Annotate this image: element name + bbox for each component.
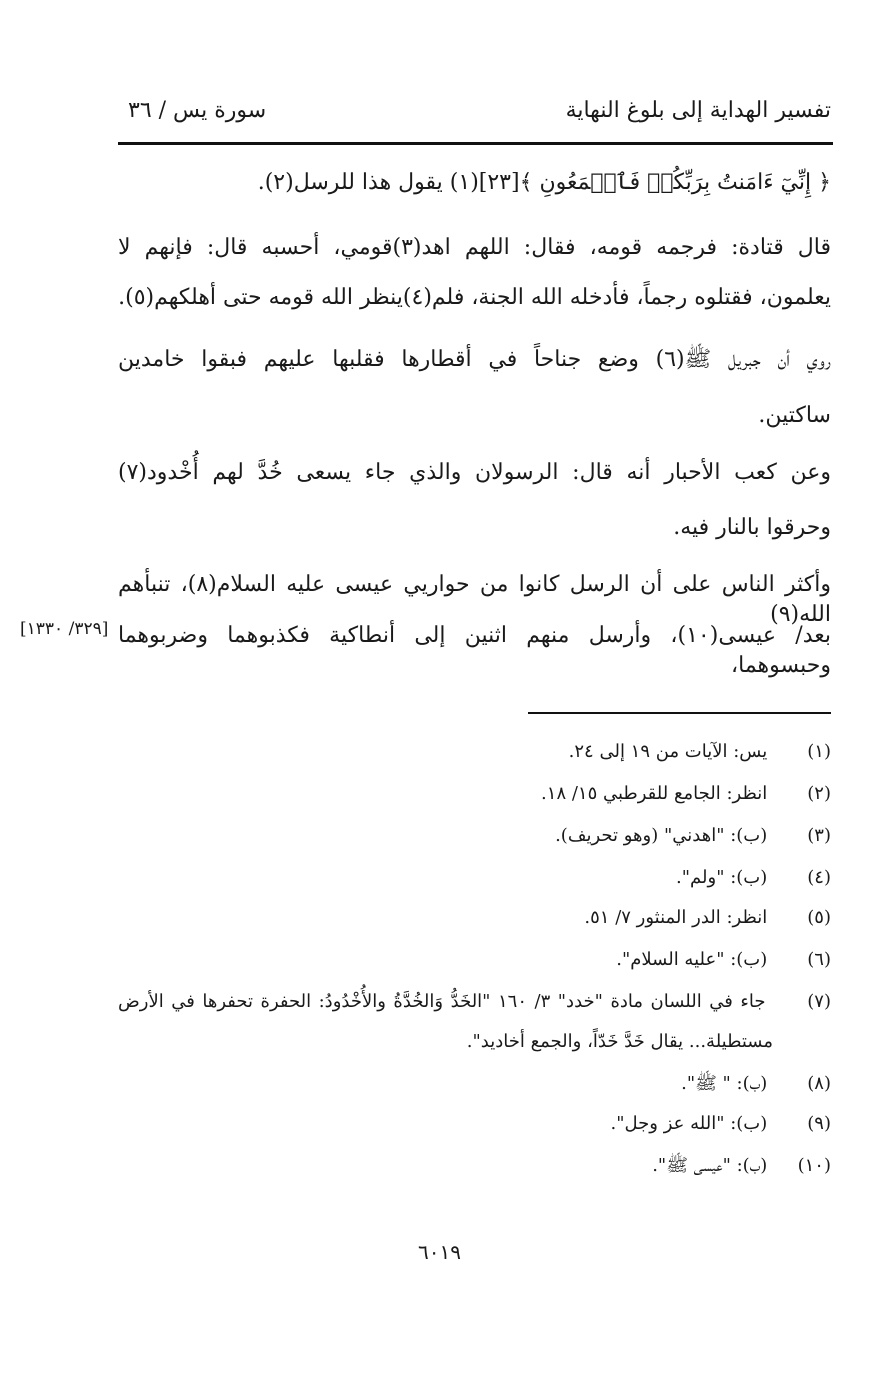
footnote-number: (٩)	[807, 1113, 831, 1134]
footnote-2	[541, 780, 831, 808]
running-head-surah: سورة يس / ٣٦	[128, 98, 267, 123]
footnote-text: (ب): "عليه السلام".	[616, 949, 768, 970]
body-line-7: وحرقوا بالنار فيه.	[673, 515, 831, 540]
footnote-number: (٧)	[807, 991, 831, 1012]
footnote-text: يس: الآيات من ١٩ إلى ٢٤.	[568, 741, 768, 762]
footnote-6	[616, 946, 831, 974]
footnote-number: (٢)	[807, 783, 831, 804]
body-line-4: روي أن جبريل ﷺ(٦) وضع جناحاً في أقطارها فقلبها عليهم فبقوا خامدين	[118, 347, 831, 372]
body-line-8: وأكثر الناس على أن الرسل كانوا من حواريي عيسى عليه السلام(٨)، تنبأهم الله(٩)	[118, 572, 831, 627]
footnote-number: (٤)	[807, 867, 831, 888]
header-rule	[118, 142, 833, 145]
body-line-5: ساكتين.	[758, 403, 831, 428]
footnote-7	[118, 988, 831, 1016]
running-head-book-title: تفسير الهداية إلى بلوغ النهاية	[565, 98, 831, 123]
footnote-3	[555, 822, 831, 850]
footnote-9	[611, 1110, 831, 1138]
footnote-1	[569, 738, 831, 766]
footnote-10	[652, 1152, 831, 1180]
footnote-number: (١٠)	[797, 1155, 831, 1176]
footnote-text: (ب): "عيسى ﷺ".	[652, 1155, 768, 1176]
footnote-4	[676, 864, 831, 892]
footnote-text: (ب): "ولم".	[676, 867, 768, 888]
body-line-9: بعد/ عيسى(١٠)، وأرسل منهم اثنين إلى أنطاكية فكذبوهما وضربوهما وحبسوهما،	[118, 623, 831, 678]
footnote-8	[681, 1070, 831, 1098]
body-line-2: قال قتادة: فرجمه قومه، فقال: اللهم اهد(٣)قومي، أحسبه قال: فإنهم لا	[118, 235, 831, 260]
footnote-number: (٦)	[807, 949, 831, 970]
page-number: ٦٠١٩	[418, 1240, 461, 1264]
body-line-1: ﴿ إِنِّيٓ ءَامَنتُ بِرَبِّكُمۡ فَٱسۡمَعُونِ ﴾[٢٣](١) يقول هذا للرسل(٢).	[257, 170, 831, 195]
body-line-3: يعلمون، فقتلوه رجماً، فأدخله الله الجنة، فلم(٤)ينظر الله قومه حتى أهلكهم(٥).	[118, 285, 831, 310]
footnote-number: (٥)	[807, 907, 831, 928]
footnote-text: جاء في اللسان مادة "خدد" ٣/ ١٦٠ "الخَدُّ وَالخُدَّةُ والأُخْدُودُ: الحفرة تحفرها في الأرض	[118, 991, 766, 1012]
footnote-7-continuation	[467, 1028, 773, 1056]
body-line-6: وعن كعب الأحبار أنه قال: الرسولان والذي جاء يسعى خُدَّ لهم أُخْدود(٧)	[118, 460, 831, 485]
footnote-text: انظر: الدر المنثور ٧/ ٥١.	[584, 907, 768, 928]
footnote-text: انظر: الجامع للقرطبي ١٥/ ١٨.	[541, 783, 768, 804]
footnote-number: (٨)	[807, 1073, 831, 1094]
footnote-text: (ب): "اهدني" (وهو تحريف).	[555, 825, 768, 846]
footnote-separator	[528, 712, 831, 714]
footnote-5	[584, 904, 831, 932]
footnote-number: (١)	[807, 741, 831, 762]
footnote-text: مستطيلة... يقال خَدَّ خَدّاً، والجمع أخاديد".	[466, 1031, 773, 1052]
footnote-number: (٣)	[807, 825, 831, 846]
footnote-text: (ب): " ﷺ".	[681, 1073, 768, 1094]
margin-manuscript-reference: [٣٢٩/ ١٣٣٠]	[20, 619, 109, 639]
footnote-text: (ب): "الله عز وجل".	[610, 1113, 768, 1134]
